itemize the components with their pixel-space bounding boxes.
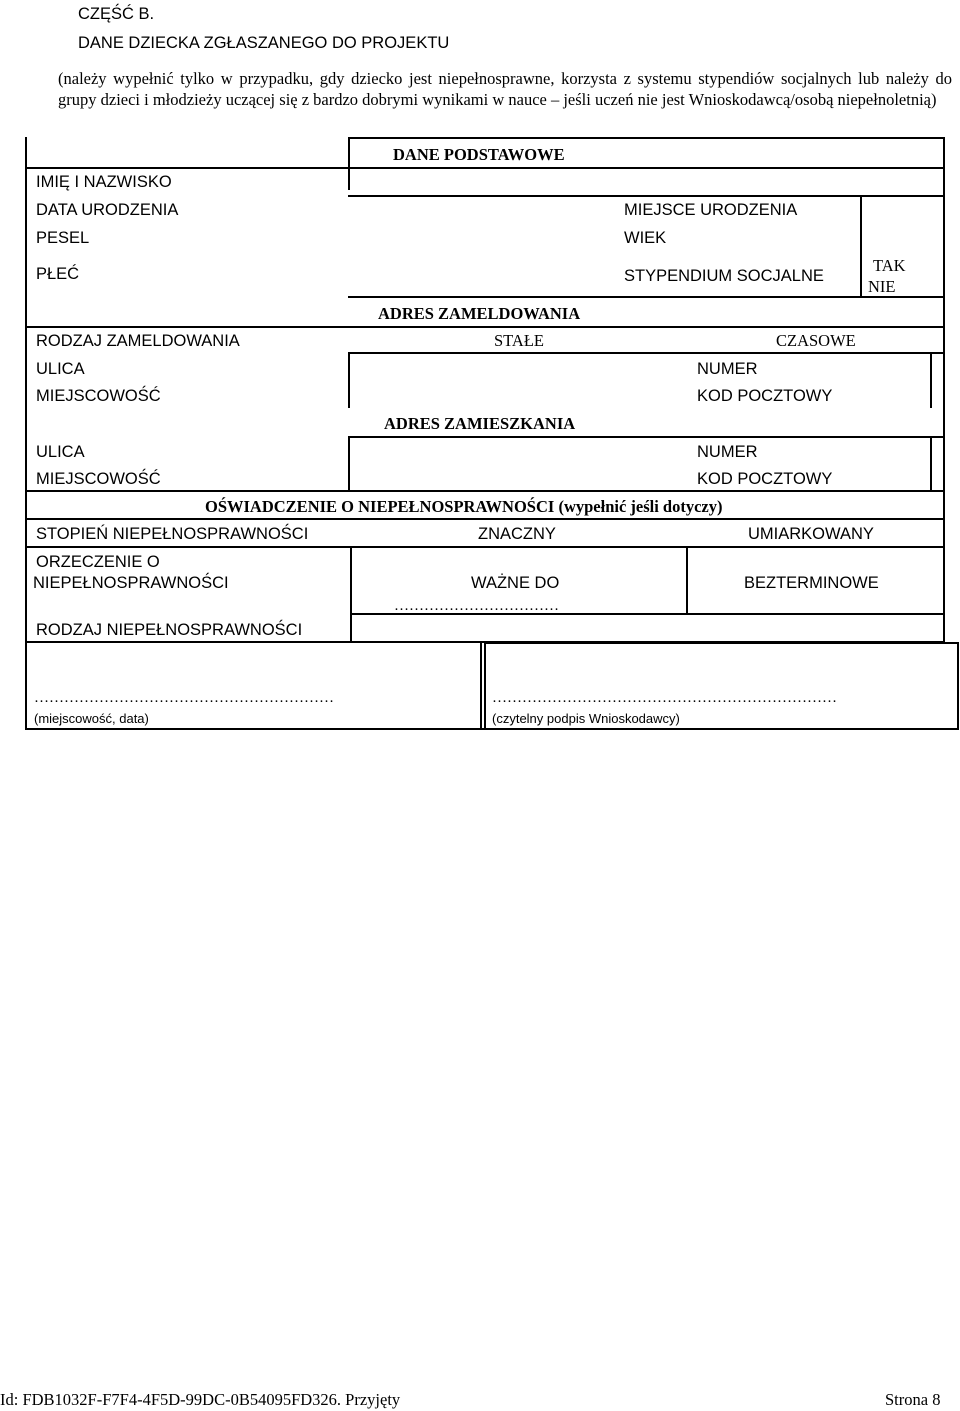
col-line (686, 546, 688, 614)
pesel-label: PESEL (36, 229, 90, 247)
disability-heading: OŚWIADCZENIE O NIEPEŁNOSPRAWNOŚCI (wypełnić jeśli dotyczy) (205, 497, 723, 516)
signature-caption: (czytelny podpis Wnioskodawcy) (492, 711, 680, 726)
age-label: WIEK (624, 229, 667, 247)
certificate-label-line2: NIEPEŁNOSPRAWNOŚCI (33, 574, 229, 592)
sex-label: PŁEĆ (36, 265, 80, 283)
valid-until-label: WAŻNE DO (471, 574, 560, 592)
birth-place-label: MIEJSCE URODZENIA (624, 201, 798, 219)
row-line (25, 167, 945, 169)
residence-postal-label: KOD POCZTOWY (697, 470, 833, 488)
row-line (348, 296, 945, 298)
registered-city-label: MIEJSCOWOŚĆ (36, 387, 161, 405)
certificate-label-line1: ORZECZENIE O (36, 553, 160, 571)
col-line (930, 436, 932, 492)
registered-postal-label: KOD POCZTOWY (697, 387, 833, 405)
col-line (348, 436, 350, 492)
significant-option[interactable]: ZNACZNY (478, 525, 556, 543)
col-line (350, 613, 352, 642)
sig-left-border (25, 642, 27, 730)
residence-city-label: MIEJSCOWOŚĆ (36, 470, 161, 488)
registered-street-label: ULICA (36, 360, 85, 378)
basic-data-heading: DANE PODSTAWOWE (393, 145, 565, 164)
birth-date-label: DATA URODZENIA (36, 201, 179, 219)
sig-top-right (484, 642, 959, 644)
table-left-border (25, 137, 27, 642)
registered-number-label: NUMER (697, 360, 758, 378)
permanent-option[interactable]: STAŁE (494, 331, 545, 350)
col-line (350, 546, 352, 614)
place-date-field[interactable]: …………………………………………………… (34, 690, 334, 706)
registered-address-heading: ADRES ZAMELDOWANIA (378, 304, 581, 323)
disability-degree-label: STOPIEŃ NIEPEŁNOSPRAWNOŚCI (36, 525, 309, 543)
sig-right-border (957, 642, 959, 730)
instruction-note: (należy wypełnić tylko w przypadku, gdy dziecko jest niepełnosprawne, korzysta z systemu stypendiów socjalnych lub należy do grupy dzieci i młodzieży uczącej się z bardzo dobrymi wynikami w nauce – jeśli uczeń nie jest Wnioskodawcą/osobą niepełnoletnią) (58, 69, 952, 109)
page-number: Strona 8 (885, 1390, 941, 1409)
row-line (25, 490, 945, 492)
section-title: DANE DZIECKA ZGŁASZANEGO DO PROJEKTU (78, 34, 450, 52)
row-line (25, 326, 945, 328)
residence-number-label: NUMER (697, 443, 758, 461)
row-line (348, 436, 945, 438)
moderate-option[interactable]: UMIARKOWANY (748, 525, 874, 543)
scholarship-label: STYPENDIUM SOCJALNE (624, 267, 824, 285)
table-right-border (943, 137, 945, 642)
row-line (348, 195, 945, 197)
residence-street-label: ULICA (36, 443, 85, 461)
disability-type-label: RODZAJ NIEPEŁNOSPRAWNOŚCI (36, 621, 303, 639)
registration-type-label: RODZAJ ZAMELDOWANIA (36, 332, 240, 350)
no-option[interactable]: NIE (868, 277, 896, 296)
residence-address-heading: ADRES ZAMIESZKANIA (384, 414, 576, 433)
valid-until-field[interactable]: …………………………… (394, 598, 559, 614)
place-date-caption: (miejscowość, data) (34, 711, 149, 726)
indefinite-option[interactable]: BEZTERMINOWE (744, 574, 879, 592)
col-line (930, 352, 932, 408)
col-line (348, 137, 350, 190)
signature-field[interactable]: …………………………………………………………… (492, 690, 837, 706)
document-id: Id: FDB1032F-F7F4-4F5D-99DC-0B54095FD326. Przyjęty (0, 1390, 401, 1409)
name-label: IMIĘ I NAZWISKO (36, 173, 172, 191)
top-border (348, 137, 945, 139)
row-line (25, 518, 945, 520)
row-line (348, 352, 945, 354)
row-line (25, 546, 945, 548)
part-label: CZĘŚĆ B. (78, 5, 155, 23)
yes-option[interactable]: TAK (873, 256, 906, 275)
sig-middle-line-2 (484, 642, 486, 730)
temporary-option[interactable]: CZASOWE (776, 331, 856, 350)
col-line (348, 352, 350, 408)
sig-bottom-border (25, 728, 959, 730)
col-line (860, 195, 862, 296)
sig-middle-line (480, 642, 482, 730)
